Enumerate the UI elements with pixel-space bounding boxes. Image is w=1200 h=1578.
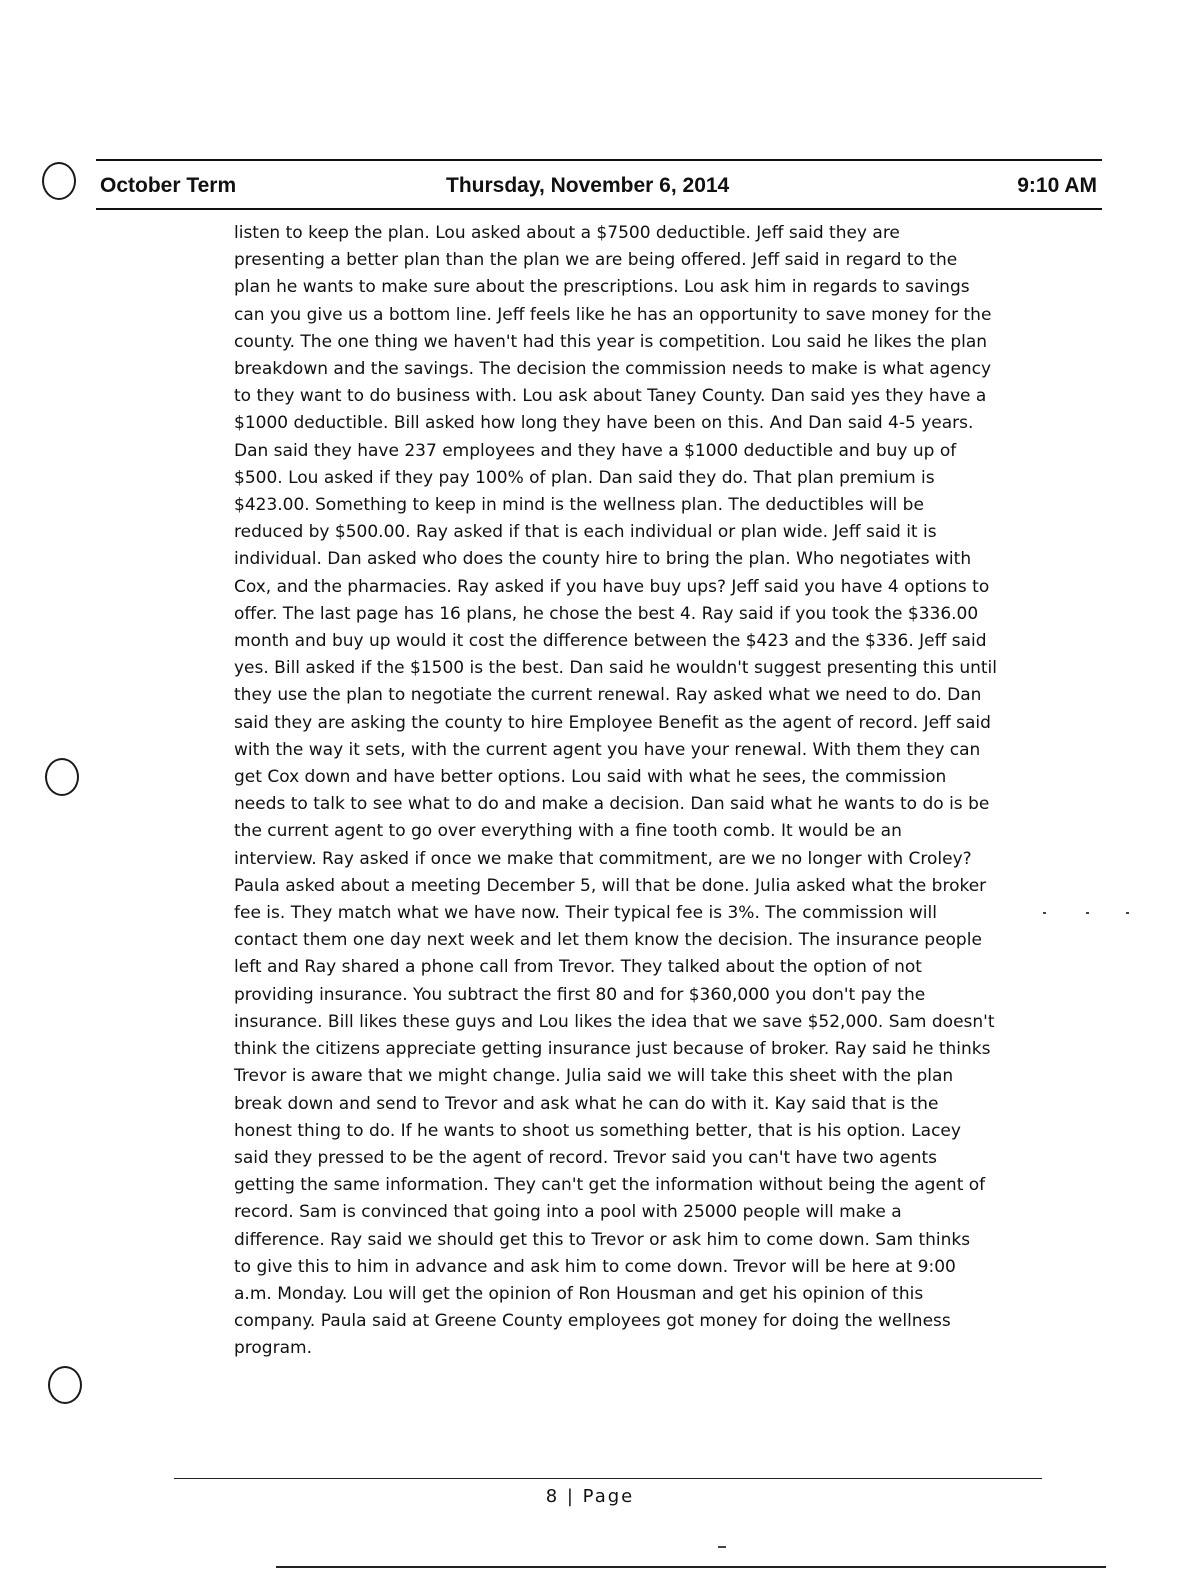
body-line: fee is. They match what we have now. Their typical fee is 3%. The commission will	[234, 903, 937, 924]
body-line: company. Paula said at Greene County employees got money for doing the wellness	[234, 1311, 951, 1332]
body-line: can you give us a bottom line. Jeff feels like he has an opportunity to save money for the	[234, 304, 992, 325]
body-line: break down and send to Trevor and ask what he can do with it. Kay said that is the	[234, 1093, 939, 1114]
scan-speck	[1126, 912, 1129, 914]
footer-rule	[174, 1478, 1042, 1479]
binder-hole	[45, 758, 79, 796]
binder-hole	[48, 1366, 82, 1404]
body-line: to they want to do business with. Lou ask about Taney County. Dan said yes they have a	[234, 386, 987, 407]
header-top-rule	[96, 159, 1102, 161]
binder-hole	[42, 162, 76, 200]
body-line: individual. Dan asked who does the county hire to bring the plan. Who negotiates with	[234, 549, 972, 570]
body-line: providing insurance. You subtract the first 80 and for $360,000 you don't pay the	[234, 984, 926, 1005]
body-line: plan he wants to make sure about the prescriptions. Lou ask him in regards to savings	[234, 277, 970, 298]
body-line: county. The one thing we haven't had this year is competition. Lou said he likes the plan	[234, 331, 988, 352]
body-line: get Cox down and have better options. Lou said with what he sees, the commission	[234, 767, 947, 788]
body-line: listen to keep the plan. Lou asked about a $7500 deductible. Jeff said they are	[234, 223, 900, 243]
body-line: the current agent to go over everything with a fine tooth comb. It would be an	[234, 821, 902, 842]
body-line: $1000 deductible. Bill asked how long they have been on this. And Dan said 4-5 years.	[234, 413, 974, 434]
body-line: reduced by $500.00. Ray asked if that is each individual or plan wide. Jeff said it is	[234, 522, 937, 543]
body-line: left and Ray shared a phone call from Trevor. They talked about the option of not	[234, 957, 922, 978]
scan-speck	[1086, 912, 1089, 914]
body-line: offer. The last page has 16 plans, he chose the best 4. Ray said if you took the $336.00	[234, 603, 979, 624]
body-line: to give this to him in advance and ask him to come down. Trevor will be here at 9:00	[234, 1256, 956, 1277]
minutes-body	[234, 220, 1044, 1363]
body-line: yes. Bill asked if the $1500 is the best. Dan said he wouldn't suggest presenting this until	[234, 658, 997, 679]
body-line: program.	[234, 1338, 312, 1359]
body-line: breakdown and the savings. The decision the commission needs to make is what agency	[234, 359, 992, 380]
scan-speck	[1043, 912, 1046, 914]
body-line: think the citizens appreciate getting insurance just because of broker. Ray said he thinks	[234, 1039, 991, 1060]
body-line: $500. Lou asked if they pay 100% of plan. Dan said they do. That plan premium is	[234, 467, 935, 488]
body-line: honest thing to do. If he wants to shoot us something better, that is his option. Lacey	[234, 1120, 961, 1141]
body-line: interview. Ray asked if once we make that commitment, are we no longer with Croley?	[234, 848, 972, 869]
body-line: presenting a better plan than the plan we are being offered. Jeff said in regard to the	[234, 250, 958, 271]
body-line: said they pressed to be the agent of record. Trevor said you can't have two agents	[234, 1147, 938, 1168]
scan-speck	[718, 1546, 726, 1548]
header-time: 9:10 AM	[1017, 174, 1097, 197]
scan-edge-line	[276, 1566, 1106, 1568]
body-line: a.m. Monday. Lou will get the opinion of Ron Housman and get his opinion of this	[234, 1283, 924, 1304]
body-line: Dan said they have 237 employees and they have a $1000 deductible and buy up of	[234, 440, 957, 461]
body-line: month and buy up would it cost the difference between the $423 and the $336. Jeff said	[234, 631, 987, 652]
body-line: $423.00. Something to keep in mind is the wellness plan. The deductibles will be	[234, 495, 924, 516]
body-line: getting the same information. They can't get the information without being the agent of	[234, 1175, 986, 1196]
body-line: said they are asking the county to hire Employee Benefit as the agent of record. Jeff said	[234, 712, 991, 733]
header-bottom-rule	[96, 208, 1102, 210]
body-line: with the way it sets, with the current agent you have your renewal. With them they can	[234, 739, 981, 760]
header-term: October Term	[100, 174, 237, 197]
header-date: Thursday, November 6, 2014	[446, 174, 730, 197]
body-line: Cox, and the pharmacies. Ray asked if you have buy ups? Jeff said you have 4 options to	[234, 576, 990, 597]
body-line: contact them one day next week and let them know the decision. The insurance people	[234, 930, 982, 951]
body-line: needs to talk to see what to do and make a decision. Dan said what he wants to do is be	[234, 794, 990, 815]
body-line: they use the plan to negotiate the current renewal. Ray asked what we need to do. Dan	[234, 685, 982, 706]
body-line: difference. Ray said we should get this to Trevor or ask him to come down. Sam thinks	[234, 1229, 971, 1250]
body-line: Paula asked about a meeting December 5, will that be done. Julia asked what the broker	[234, 875, 987, 896]
body-line: insurance. Bill likes these guys and Lou likes the idea that we save $52,000. Sam doesn't	[234, 1011, 995, 1032]
body-line: record. Sam is convinced that going into a pool with 25000 people will make a	[234, 1202, 902, 1223]
page-number: 8 | Page	[545, 1486, 635, 1507]
body-line: Trevor is aware that we might change. Julia said we will take this sheet with the plan	[234, 1066, 954, 1087]
